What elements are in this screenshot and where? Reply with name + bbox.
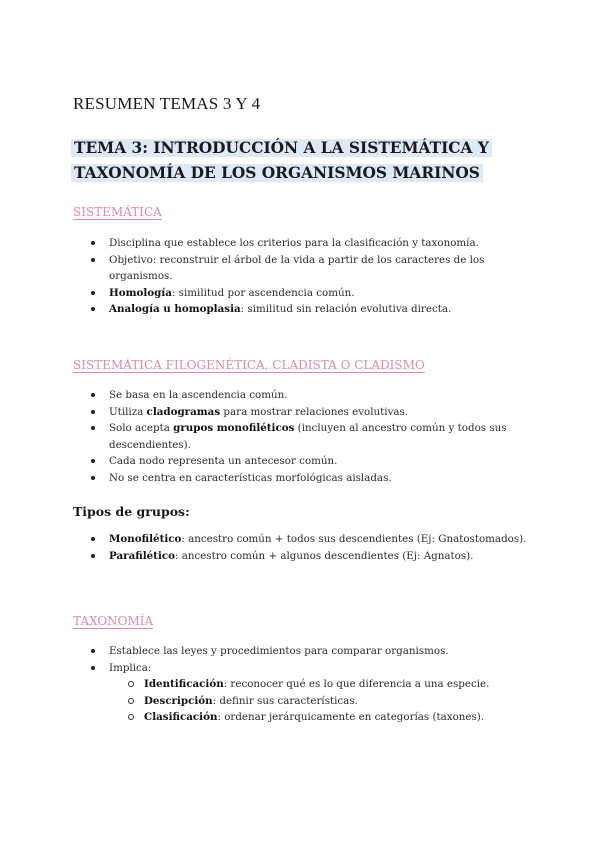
taxonomia-heading: TAXONOMÍA — [73, 614, 154, 628]
sistematica-list — [91, 235, 511, 318]
list-item: Objetivo: reconstruir el árbol de la vida a partir de los caracteres de los organismos. — [91, 252, 511, 285]
taxonomia-list — [91, 643, 531, 676]
list-item: Se basa en la ascendencia común. — [91, 387, 511, 404]
taxonomia-sublist — [128, 676, 548, 726]
tipos-list — [91, 531, 551, 564]
list-item: Descripción: definir sus características. — [128, 693, 548, 710]
list-item: Identificación: reconocer qué es lo que diferencia a una especie. — [128, 676, 548, 693]
sistematica-heading: SISTEMÁTICA — [73, 205, 162, 219]
cladismo-list — [91, 387, 511, 486]
tema-3-line-1: TEMA 3: INTRODUCCIÓN A LA SISTEMÁTICA Y — [71, 139, 492, 157]
list-item: Establece las leyes y procedimientos para comparar organismos. — [91, 643, 531, 660]
list-item: Solo acepta grupos monofiléticos (incluyen al ancestro común y todos sus descendientes). — [91, 420, 511, 453]
list-item: Homología: similitud por ascendencia común. — [91, 285, 511, 302]
cladismo-heading: SISTEMÁTICA FILOGENÉTICA, CLADISTA O CLADISMO — [73, 358, 425, 372]
list-item: Monofilético: ancestro común + todos sus descendientes (Ej: Gnatostomados). — [91, 531, 551, 548]
tema-3-line-2: TAXONOMÍA DE LOS ORGANISMOS MARINOS — [71, 164, 483, 182]
list-item: Cada nodo representa un antecesor común. — [91, 453, 511, 470]
list-item: Analogía u homoplasia: similitud sin relación evolutiva directa. — [91, 301, 511, 318]
list-item: Clasificación: ordenar jerárquicamente en categorías (taxones). — [128, 709, 548, 726]
tema-3-heading — [71, 136, 492, 186]
list-item: Utiliza cladogramas para mostrar relaciones evolutivas. — [91, 404, 511, 421]
list-item: Disciplina que establece los criterios para la clasificación y taxonomía. — [91, 235, 511, 252]
tipos-heading: Tipos de grupos: — [73, 504, 190, 519]
list-item: Parafilético: ancestro común + algunos descendientes (Ej: Agnatos). — [91, 548, 551, 565]
document-title: RESUMEN TEMAS 3 Y 4 — [73, 94, 261, 113]
list-item: No se centra en características morfológicas aisladas. — [91, 470, 511, 487]
list-item: Implica: — [91, 660, 531, 677]
